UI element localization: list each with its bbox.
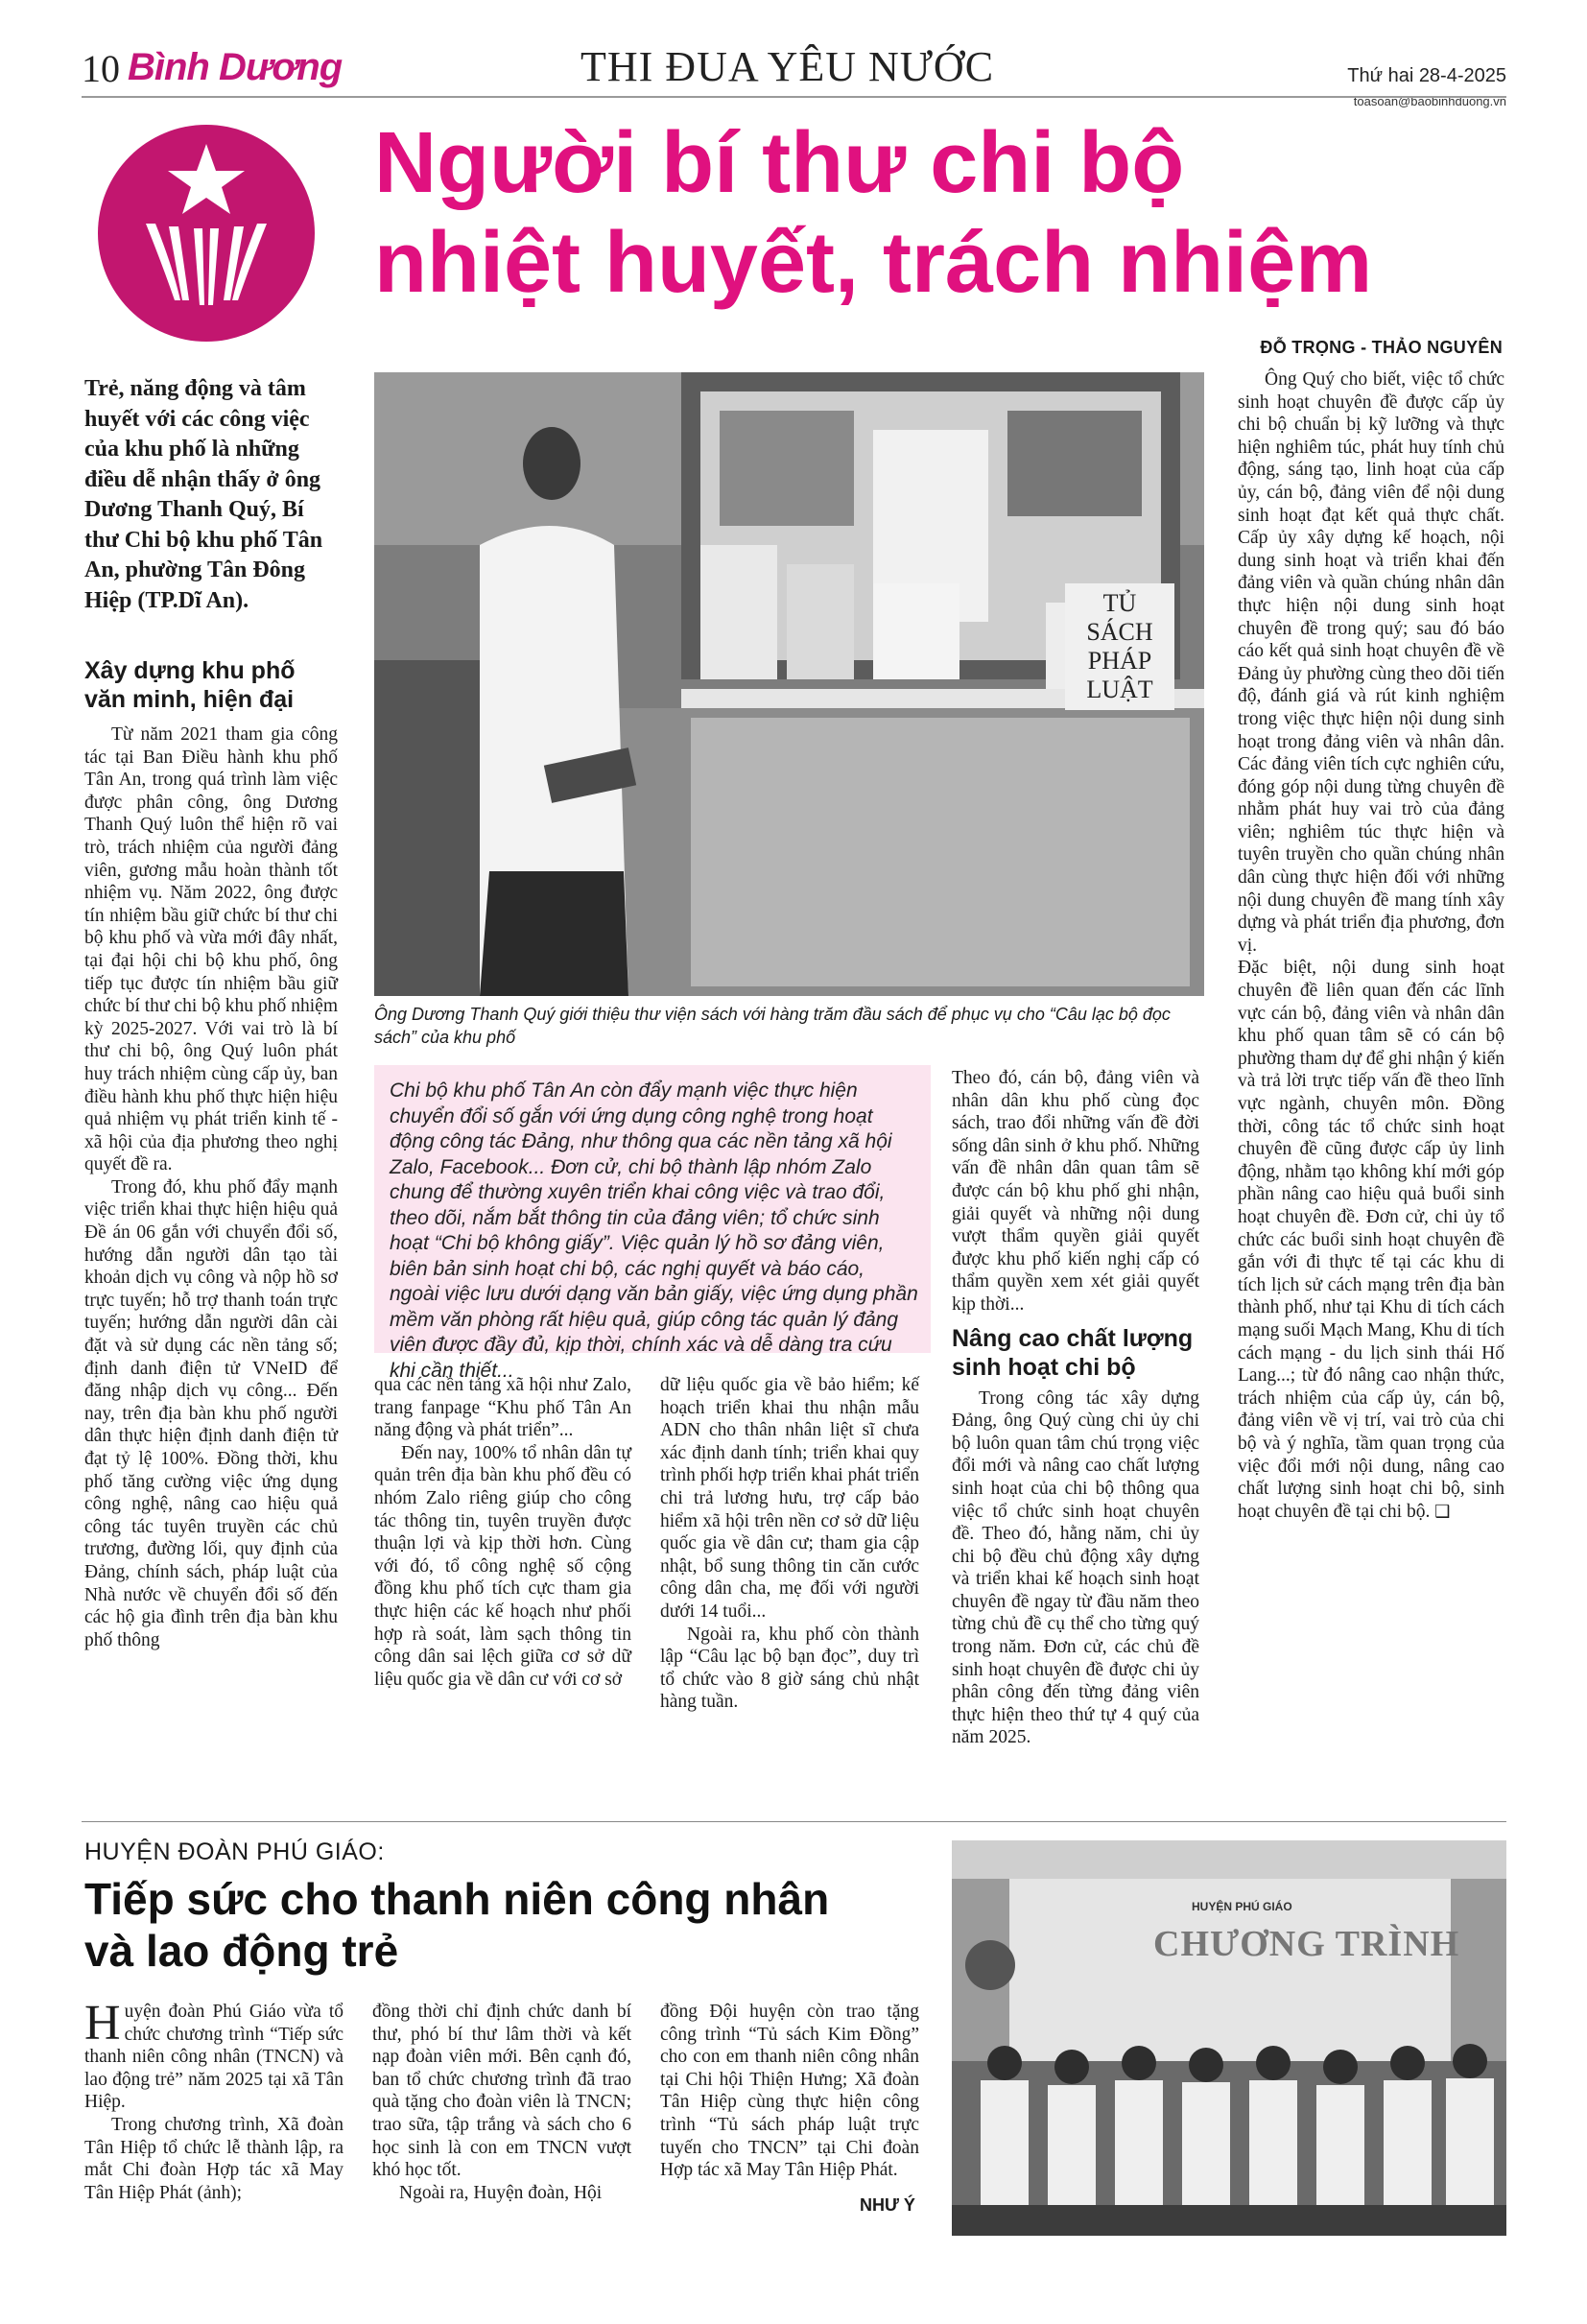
photo-banner-title: CHƯƠNG TRÌNH: [1153, 1924, 1460, 1964]
brand-logo: Bình Dương: [128, 46, 343, 88]
article2-column-1: [84, 1996, 343, 2204]
paragraph: dữ liệu quốc gia về bảo hiểm; kế hoạch triển khai thu nhận mẫu ADN cho thân nhân liệt sĩ chưa xác định danh tính; triển khai quy trình phối hợp triển khai phát triển chi trả lương hưu, trợ cấp bảo hiểm xã hội trên nền cơ sở dữ liệu quốc gia về dân cư; tham gia cập nhật, bổ sung thông tin căn cước công dân cha, mẹ đối với người dưới 14 tuổi...: [660, 1375, 919, 1622]
article2-kicker: HUYỆN ĐOÀN PHÚ GIÁO:: [84, 1838, 385, 1865]
column-1: [84, 374, 338, 1651]
photo-caption: Ông Dương Thanh Quý giới thiệu thư viện sách với hàng trăm đầu sách để phục vụ cho “Câu lạc bộ đọc sách” của khu phố: [374, 1005, 1171, 1047]
article2-column-3: [660, 2001, 919, 2182]
contact-email: toasoan@baobinhduong.vn: [1353, 94, 1506, 108]
paragraph: Từ năm 2021 tham gia công tác tại Ban Điều hành khu phố Tân An, trong quá trình làm việc được phân công, ông Dương Thanh Quý luôn thể hiện rõ vai trò, trách nhiệm của người đảng viên, gương mẫu hoàn thành tốt nhiệm vụ. Năm 2022, ông được tín nhiệm bầu giữ chức bí thư chi bộ khu phố và vừa mới đây nhất, tại đại hội chi bộ khu phố, ông tiếp tục được tín nhiệm bầu giữ chức bí thư chi bộ khu phố nhiệm kỳ 2025-2027. Với vai trò là bí thư chi bộ, ông Quý luôn phát huy trách nhiệm cùng cấp ủy, ban điều hành khu phố thực hiện hiệu quả nhiệm vụ phát triển kinh tế - xã hội của địa phương theo nghị quyết đề ra.: [84, 724, 338, 1175]
paragraph: đồng thời chỉ định chức danh bí thư, phó bí thư lâm thời và kết nạp đoàn viên mới. Bên cạnh đó, ban tổ chức chương trình đã trao quà tặng cho đoàn viên là TNCN; trao sữa, tập trắng và sách cho 6 học sinh là con em TNCN vượt khó học tốt.: [372, 2002, 631, 2181]
paragraph: Đến nay, 100% tổ nhân dân tự quản trên địa bàn khu phố đều có nhóm Zalo riêng giúp cho công tác thông tin, tuyên truyền được thuận lợi và kịp thời hơn. Cùng với đó, tổ công nghệ số cộng đồng khu phố tích cực tham gia thực hiện các kế hoạch như phối hợp rà soát, làm sạch thông tin công dân sai lệch giữa cơ sở dữ liệu quốc gia về dân cư với cơ sở: [374, 1442, 631, 1690]
photo-banner-small: HUYỆN PHÚ GIÁO: [1192, 1900, 1292, 1913]
paragraph: qua các nền tảng xã hội như Zalo, trang fanpage “Khu phố Tân An năng động và phát triển”...: [374, 1375, 631, 1441]
paragraph: Đặc biệt, nội dung sinh hoạt chuyên đề liên quan đến các lĩnh vực cán bộ, đảng viên và nhân dân khu phố quan tâm sẽ có cán bộ phường tham dự để ghi nhận ý kiến và trả lời trực tiếp vấn đề theo lĩnh vực ngành, chuyên môn. Đồng thời, công tác tổ chức sinh hoạt chuyên đề cũng được cấp ủy linh động, nhằm tạo không khí mới góp phần nâng cao hiệu quả buổi sinh hoạt chuyên đề. Đơn cử, chi ủy tổ chức các buổi sinh hoạt chuyên đề gắn với đi thực tế tại các khu di tích lịch sử cách mạng trên địa bàn thành phố, như tại Khu di tích cách mạng suối Mạch Mang, Khu di tích cách mạng - du lịch sinh thái Hố Lang...; từ đó nâng cao nhận thức, trách nhiệm của cấp ủy, cán bộ, đảng viên về vị trí, vai trò của chi bộ và ý nghĩa, tầm quan trọng của việc đổi mới nội dung, nâng cao chất lượng sinh hoạt chi bộ, sinh hoạt chuyên đề tại chi bộ.: [1238, 958, 1504, 1522]
article2-signature: NHƯ Ý: [860, 2195, 915, 2215]
paragraph: Trong công tác xây dựng Đảng, ông Quý cùng chi ủy chi bộ luôn quan tâm chú trọng việc đổi mới và nâng cao chất lượng sinh hoạt của chi bộ thông qua việc tổ chức sinh hoạt chuyên đề. Theo đó, hằng năm, chi ủy chi bộ đều chủ động xây dựng và triển khai kế hoạch sinh hoạt chuyên đề ngay từ đầu năm theo từng chủ đề cụ thể cho từng quý trong năm. Đơn cử, các chủ đề sinh hoạt chuyên đề được chi ủy phân công đến từng đảng viên thực hiện theo thứ tự 4 quý của năm 2025.: [952, 1387, 1199, 1748]
subhead-2: Nâng cao chất lượng sinh hoạt chi bộ: [952, 1324, 1194, 1381]
article-photo: [374, 372, 1204, 996]
article-title: [374, 113, 1516, 313]
issue-date: Thứ hai 28-4-2025: [1347, 65, 1506, 86]
photo-sign: TỦ SÁCH PHÁP LUẬT: [1065, 583, 1174, 710]
article2-title-line-2: và lao động trẻ: [84, 1926, 399, 1976]
emulation-emblem-icon: [96, 123, 317, 344]
paragraph: Trong chương trình, Xã đoàn Tân Hiệp tổ chức lễ thành lập, ra mắt Chi đoàn Hợp tác xã May Tân Hiệp Phát (ảnh);: [84, 2114, 343, 2203]
page-number: 10: [82, 47, 120, 90]
paragraph: Ngoài ra, Huyện đoàn, Hội: [399, 2182, 603, 2203]
header-divider: [82, 96, 1506, 98]
article2-column-2: [372, 2001, 631, 2204]
sapo: Trẻ, năng động và tâm huyết với các công việc của khu phố là những điều dễ nhận thấy ở ông Dương Thanh Quý, Bí thư Chi bộ khu phố Tân An, phường Tân Đông Hiệp (TP.Dĩ An).: [84, 376, 323, 613]
drop-cap: H: [84, 1996, 121, 2051]
article2-title-line-1: Tiếp sức cho thanh niên công nhân: [84, 1874, 830, 1924]
paragraph: uyện đoàn Phú Giáo vừa tổ chức chương trình “Tiếp sức thanh niên công nhân (TNCN) và lao động trẻ” năm 2025 tại xã Tân Hiệp.: [84, 2002, 343, 2113]
paragraph: Trong đó, khu phố đẩy mạnh việc triển khai thực hiện hiệu quả Đề án 06 gắn với chuyển đổi số, hướng dẫn người dân tạo tài khoản dịch vụ công và nộp hồ sơ trực tuyến; hỗ trợ thanh toán trực tuyến; hướng dẫn người dân cài đặt và sử dụng các nền tảng số; định danh điện tử VNeID để đăng nhập dịch vụ công... Đến nay, trên địa bàn khu phố người dân thực hiện định danh điện tử đạt tỷ lệ 100%. Đồng thời, khu phố tăng cường việc ứng dụng công nghệ, nâng cao hiệu quả công tác tuyên truyền các chủ trương, đường lối, quy định của Đảng, chính sách, pháp luật của Nhà nước về chuyển đổi số đến các hộ gia đình trên địa bàn khu phố thông: [84, 1176, 338, 1650]
byline: ĐỖ TRỌNG - THẢO NGUYÊN: [1260, 338, 1503, 357]
title-line-1: Người bí thư chi bộ: [374, 115, 1185, 211]
pullquote-text: Chi bộ khu phố Tân An còn đẩy mạnh việc thực hiện chuyển đổi số gắn với ứng dụng công nghệ trong hoạt động công tác Đảng, như thông qua các nền tảng xã hội Zalo, Facebook... Đơn cử, chi bộ thành lập nhóm Zalo chung để thường xuyên triển khai công việc và trao đổi, theo dõi, nắm bắt thông tin của đảng viên; tổ chức sinh hoạt “Chi bộ không giấy”. Việc quản lý hồ sơ đảng viên, biên bản sinh hoạt chi bộ, các nghị quyết và báo cáo, ngoài việc lưu dưới dạng văn bản giấy, việc ứng dụng phần mềm văn phòng rất hiệu quả, giúp công tác quản lý đảng viên được đầy đủ, kịp thời, chính xác và dễ dàng tra cứu khi cần thiết...: [390, 1079, 918, 1382]
column-3: [660, 1374, 919, 1714]
paragraph: đồng Đội huyện còn trao tặng công trình “Tủ sách Kim Đồng” cho con em thanh niên công nhân tại Chi hội Thiện Hưng; Xã đoàn Tân Hiệp cùng thực hiện công trình “Tủ sách pháp luật trực tuyến cho TNCN” tại Chi đoàn Hợp tác xã May Tân Hiệp Phát.: [660, 2002, 919, 2181]
title-line-2: nhiệt huyết, trách nhiệm: [374, 215, 1373, 311]
paragraph: Ngoài ra, khu phố còn thành lập “Câu lạc bộ bạn đọc”, duy trì tổ chức vào 8 giờ sáng chủ nhật hàng tuần.: [660, 1624, 919, 1713]
article2-divider: [82, 1821, 1506, 1822]
column-2: [374, 1374, 631, 1691]
column-4: [952, 1067, 1199, 1749]
article2-title: [84, 1873, 948, 1977]
paragraph: Theo đó, cán bộ, đảng viên và nhân dân khu phố cùng đọc sách, trao đổi những vấn đề đời sống dân sinh ở khu phố. Những vấn đề nhân dân quan tâm sẽ được cán bộ khu phố ghi nhận, giải quyết và những nội dung vượt thẩm quyền giải quyết được khu phố kiến nghị cấp có thẩm quyền xem xét giải quyết kịp thời...: [952, 1068, 1199, 1315]
subhead-1: Xây dựng khu phố văn minh, hiện đại: [84, 657, 296, 713]
paragraph: Ông Quý cho biết, việc tổ chức sinh hoạt chuyên đề được cấp ủy chi bộ chuẩn bị kỹ lưỡng và thực hiện nghiêm túc, phát huy tính chủ động, sáng tạo, linh hoạt của cấp ủy, cán bộ, đảng viên để nội dung sinh hoạt đạt kết quả thực chất. Cấp ủy xây dựng kế hoạch, nội dung sinh hoạt và triển khai đến đảng viên và quần chúng nhân dân thực hiện nội dung sinh hoạt chuyên đề trong quý; sau đó báo cáo kết quả sinh hoạt chuyên đề về Đảng ủy phường cùng theo dõi tiến độ, đánh giá và rút kinh nghiệm trong việc thực hiện nội dung sinh hoạt trong đảng viên và nhân dân. Các đảng viên tích cực nghiên cứu, đóng góp nội dung từng chuyên đề nhằm phát huy vai trò của đảng viên; nghiêm túc thực hiện và tuyên truyền cho quần chúng nhân dân cùng thực hiện đối với những nội dung chuyên đề mang tính xây dựng và phát triển địa phương, đơn vị.: [1238, 369, 1504, 956]
pullquote-box: [374, 1065, 931, 1382]
column-5: [1238, 368, 1504, 1523]
column-1-text: [84, 723, 338, 1651]
end-mark: ❑: [1434, 1501, 1451, 1522]
section-title: THI ĐUA YÊU NƯỚC: [580, 43, 995, 90]
article2-photo: [952, 1840, 1506, 2236]
